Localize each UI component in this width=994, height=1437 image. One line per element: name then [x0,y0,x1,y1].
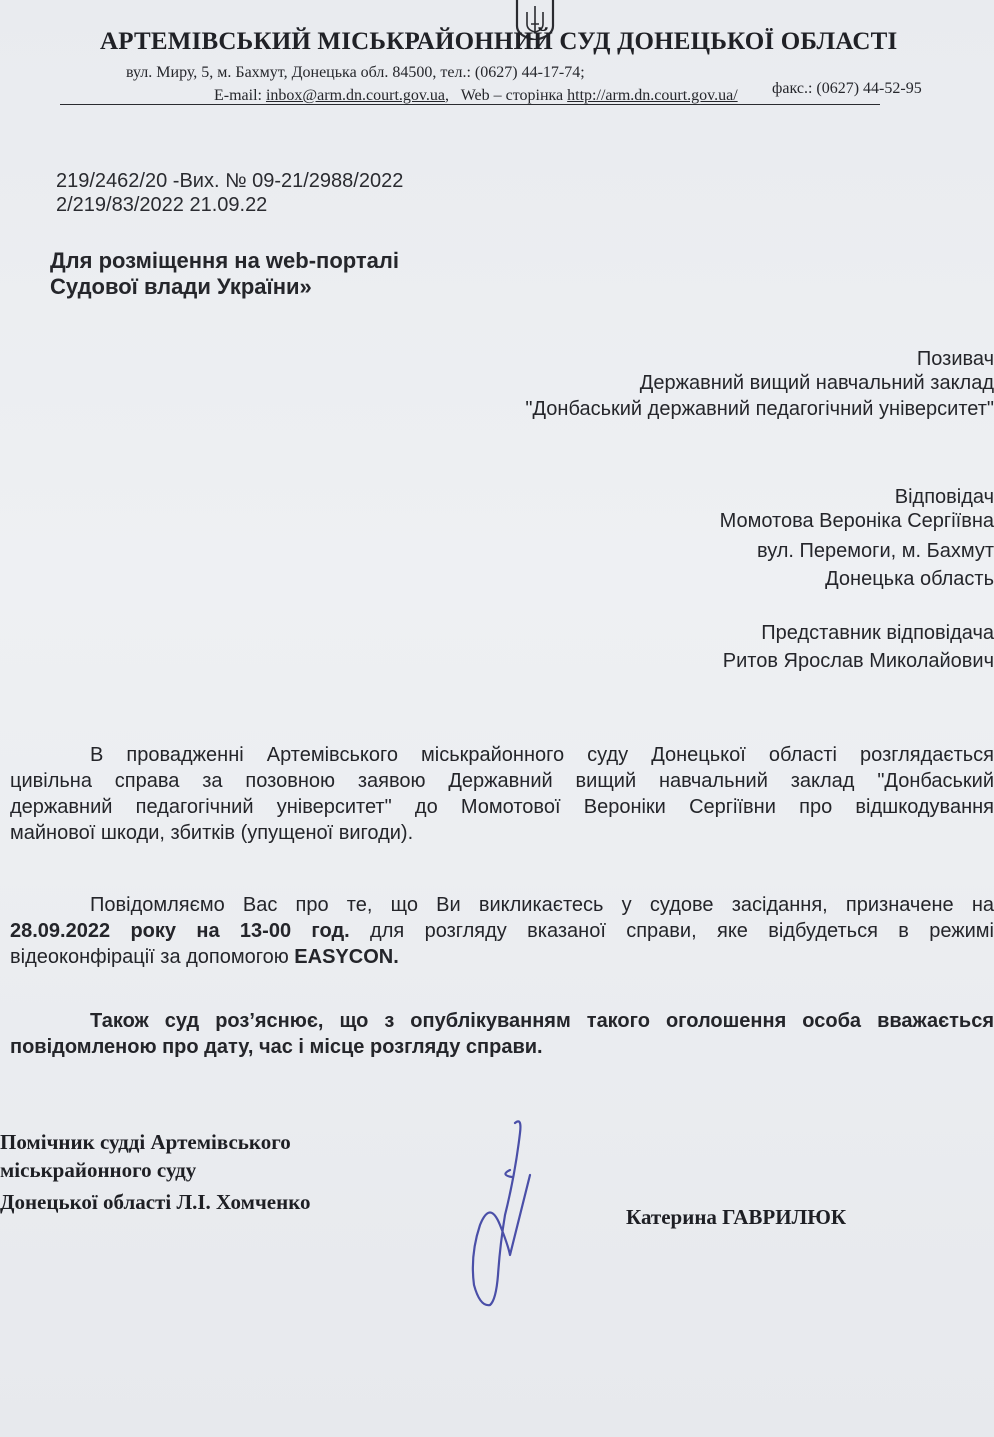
easycon-name: EASYCON. [294,946,399,968]
email-label: E-mail: [214,87,262,104]
header-divider [60,104,880,105]
portal-note-line2: Судової влади України» [50,274,312,299]
court-fax: факс.: (0627) 44-52-95 [772,80,922,97]
text-line: повідомленою про дату, час і місце розгляду справи. [10,1036,543,1058]
plaintiff-name-line1: Державний вищий навчальний заклад [639,372,994,394]
web-label: Web – сторінка [460,87,564,104]
court-address: вул. Миру, 5, м. Бахмут, Донецька обл. 84500, тел.: (0627) 44-17-74; [126,64,585,81]
text-line: майнової шкоди, збитків (упущеної вигоди). [10,822,414,844]
signer-name: Катерина ГАВРИЛЮК [626,1205,847,1229]
defendant-street: вул. Перемоги, м. Бахмут [757,540,994,562]
text-line: Також суд роз’яснює, що з опублікуванням такого оголошення особа вважається [90,1010,994,1032]
signatory-title-line3: Донецької області Л.І. Хомченко [0,1190,311,1214]
web-link[interactable]: http://arm.dn.court.gov.ua/ [567,87,738,104]
court-name: АРТЕМІВСЬКИЙ МІСЬКРАЙОННИЙ СУД ДОНЕЦЬКОЇ ОБЛАСТІ [100,28,898,55]
outgoing-number: 219/2462/20 -Вих. № 09-21/2988/2022 [56,170,404,192]
text-line: цивільна справа за позовною заявою Державний вищий навчальний заклад "Донбаський [10,770,994,792]
hearing-date: 28.09.2022 року на 13-00 год. [10,920,350,942]
text-line: 28.09.2022 року на 13-00 год. для розгляду вказаної справи, яке відбудеться в режимі [10,920,994,942]
case-number-date: 2/219/83/2022 21.09.22 [56,194,268,216]
text-line: відеоконфірації за допомогою EASYCON. [10,946,399,968]
representative-role: Представник відповідача [761,622,994,644]
text-line: Повідомляємо Вас про те, що Ви викликаєтесь у судове засідання, призначене на [90,894,994,916]
portal-note-line1: Для розміщення на web-порталі [50,248,400,273]
contact-line: E-mail: inbox@arm.dn.court.gov.ua, Web – сторінка http://arm.dn.court.gov.ua/ [214,87,738,104]
paragraph-hearing-notice [10,892,994,970]
text-line: державний педагогічний університет" до Момотової Вероніки Сергіївни про відшкодування [10,796,994,818]
paragraph-case-description [10,742,994,846]
plaintiff-name-line2: "Донбаський державний педагогічний університет" [525,398,994,420]
defendant-region: Донецька область [825,568,994,590]
paragraph-publication-note [10,1008,994,1060]
handwritten-signature-icon [460,1115,560,1315]
signatory-title-line1: Помічник судді Артемівського [0,1130,291,1154]
defendant-name: Момотова Вероніка Сергіївна [719,510,994,532]
text-line: В провадженні Артемівського міськрайонного суду Донецької області розглядається [90,744,994,766]
email-link[interactable]: inbox@arm.dn.court.gov.ua [265,87,445,104]
signatory-title-line2: міськрайонного суду [0,1158,197,1182]
plaintiff-role: Позивач [916,348,994,370]
defendant-role: Відповідач [894,486,994,508]
representative-name: Ритов Ярослав Миколайович [722,650,994,672]
